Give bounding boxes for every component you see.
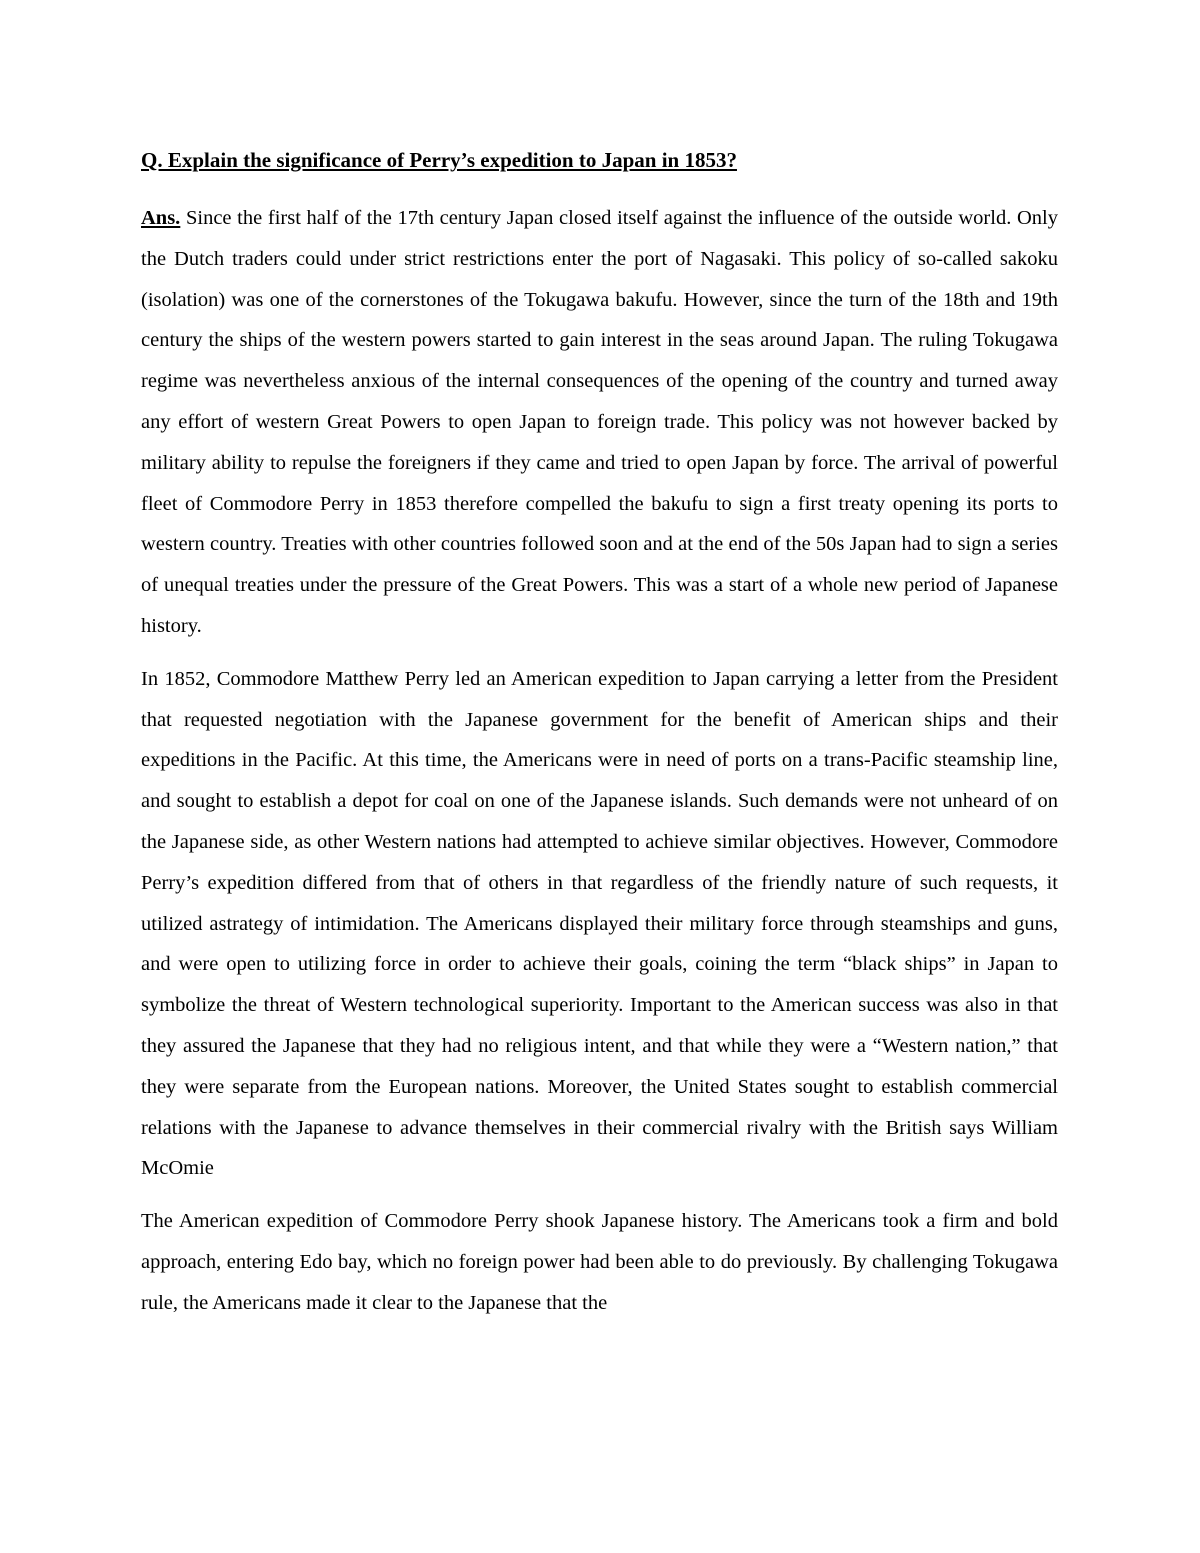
answer-paragraph-1-text: Since the first half of the 17th century Japan closed itself against the influence of the outside world. Only the Dutch traders could under strict restrictions enter the port of Nagasaki. This policy of so-called sakoku (isolation) was one of the cornerstones of the Tokugawa bakufu. However, since the turn of the 18th and 19th century the ships of the western powers started to gain interest in the seas around Japan. The ruling Tokugawa regime was nevertheless anxious of the internal consequences of the opening of the country and turned away any effort of western Great Powers to open Japan to foreign trade. This policy was not however backed by military ability to repulse the foreigners if they came and tried to open Japan by force. The arrival of powerful fleet of Commodore Perry in 1853 therefore compelled the bakufu to sign a first treaty opening its ports to western country. Treaties with other countries followed soon and at the end of the 50s Japan had to sign a series of unequal treaties under the pressure of the Great Powers. This was a start of a whole new period of Japanese history. [141, 207, 1058, 637]
answer-paragraph-3: The American expedition of Commodore Perry shook Japanese history. The Americans took a firm and bold approach, entering Edo bay, which no foreign power had been able to do previously. By challenging Tokugawa rule, the Americans made it clear to the Japanese that the [141, 1210, 1058, 1314]
question-heading: Q. Explain the significance of Perry’s expedition to Japan in 1853? [141, 148, 737, 172]
document-body [141, 140, 1058, 1336]
answer-paragraph-2: In 1852, Commodore Matthew Perry led an American expedition to Japan carrying a letter from the President that requested negotiation with the Japanese government for the benefit of American ships and their expeditions in the Pacific. At this time, the Americans were in need of ports on a trans-Pacific steamship line, and sought to establish a depot for coal on one of the Japanese islands. Such demands were not unheard of on the Japanese side, as other Western nations had attempted to achieve similar objectives. However, Commodore Perry’s expedition differed from that of others in that regardless of the friendly nature of such requests, it utilized astrategy of intimidation. The Americans displayed their military force through steamships and guns, and were open to utilizing force in order to achieve their goals, coining the term “black ships” in Japan to symbolize the threat of Western technological superiority. Important to the American success was also in that they assured the Japanese that they had no religious intent, and that while they were a “Western nation,” that they were separate from the European nations. Moreover, the United States sought to establish commercial relations with the Japanese to advance themselves in their commercial rivalry with the British says William McOmie [141, 667, 1058, 1180]
answer-paragraph-1 [141, 198, 1058, 647]
answer-label: Ans. [141, 207, 181, 229]
